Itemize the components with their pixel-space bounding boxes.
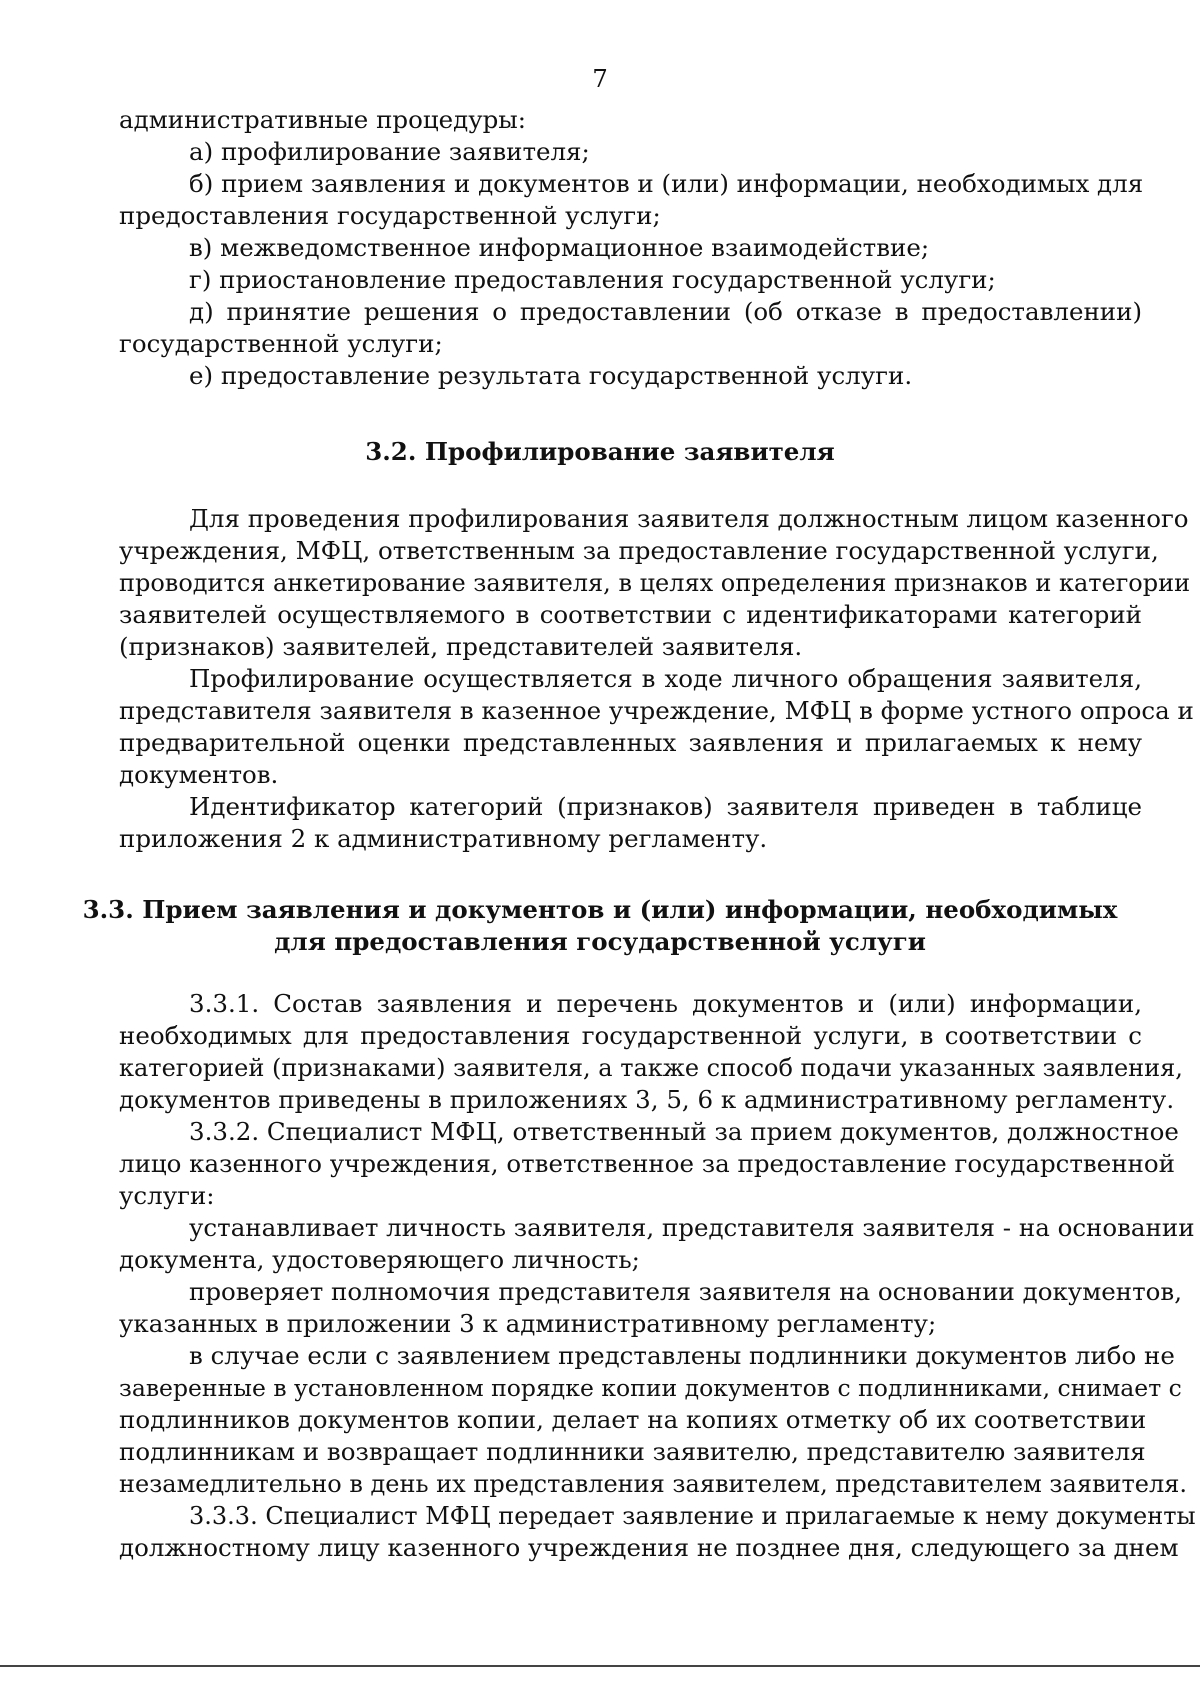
section-heading: 3.3. Прием заявления и документов и (или) информации, необходимых <box>82 895 1118 924</box>
paragraph-line: в случае если с заявлением представлены подлинники документов либо не <box>189 1341 1175 1370</box>
paragraph-line: незамедлительно в день их представления заявителем, представителем заявителя. <box>119 1470 1187 1498</box>
section-heading: 3.2. Профилирование заявителя <box>365 437 835 466</box>
section-heading: для предоставления государственной услуги <box>274 927 926 956</box>
text-line: государственной услуги; <box>119 329 443 358</box>
paragraph-line: представителя заявителя в казенное учреждение, МФЦ в форме устного опроса и <box>119 696 1194 725</box>
paragraph-line: категорией (признаками) заявителя, а также способ подачи указанных заявления, <box>119 1054 1183 1082</box>
paragraph-line: документов приведены в приложениях 3, 5, 6 к административному регламенту. <box>119 1085 1175 1114</box>
paragraph-line: указанных в приложении 3 к административному регламенту; <box>119 1309 937 1338</box>
paragraph-line: устанавливает личность заявителя, представителя заявителя - на основании <box>189 1213 1195 1242</box>
list-item: в) межведомственное информационное взаимодействие; <box>189 233 930 262</box>
page-number: 7 <box>592 64 608 93</box>
paragraph-line: Профилирование осуществляется в ходе личного обращения заявителя, <box>189 664 1142 693</box>
paragraph-line: Для проведения профилирования заявителя должностным лицом казенного <box>189 504 1189 533</box>
paragraph-line: подлинников документов копии, делает на копиях отметку об их соответствии <box>119 1405 1147 1434</box>
paragraph-line: приложения 2 к административному регламенту. <box>119 824 768 853</box>
paragraph-line: услуги: <box>119 1181 215 1210</box>
paragraph-line: 3.3.2. Специалист МФЦ, ответственный за прием документов, должностное <box>189 1117 1179 1146</box>
paragraph-line: необходимых для предоставления государственной услуги, в соответствии с <box>119 1021 1142 1050</box>
paragraph-line: проверяет полномочия представителя заявителя на основании документов, <box>189 1277 1182 1306</box>
list-item: е) предоставление результата государственной услуги. <box>189 361 913 390</box>
page-bottom-edge <box>0 1665 1200 1667</box>
list-item: г) приостановление предоставления государственной услуги; <box>189 265 996 294</box>
text-line: предоставления государственной услуги; <box>119 201 661 230</box>
paragraph-line: должностному лицу казенного учреждения не позднее дня, следующего за днем <box>119 1533 1179 1562</box>
paragraph-line: Идентификатор категорий (признаков) заявителя приведен в таблице <box>189 792 1142 821</box>
paragraph-line: заявителей осуществляемого в соответствии с идентификаторами категорий <box>119 600 1142 629</box>
paragraph-line: учреждения, МФЦ, ответственным за предоставление государственной услуги, <box>119 536 1159 565</box>
paragraph-line: предварительной оценки представленных заявления и прилагаемых к нему <box>119 728 1142 757</box>
paragraph-line: 3.3.3. Специалист МФЦ передает заявление и прилагаемые к нему документы <box>189 1502 1196 1530</box>
list-item: б) прием заявления и документов и (или) информации, необходимых для <box>189 169 1144 198</box>
list-item: д) принятие решения о предоставлении (об отказе в предоставлении) <box>189 297 1142 326</box>
paragraph-line: (признаков) заявителей, представителей заявителя. <box>119 632 803 661</box>
list-item: а) профилирование заявителя; <box>189 137 590 166</box>
text-line: административные процедуры: <box>119 105 527 134</box>
paragraph-line: лицо казенного учреждения, ответственное за предоставление государственной <box>119 1149 1175 1178</box>
paragraph-line: проводится анкетирование заявителя, в целях определения признаков и категории <box>119 569 1191 597</box>
paragraph-line: документа, удостоверяющего личность; <box>119 1245 640 1274</box>
paragraph-line: подлинникам и возвращает подлинники заявителю, представителю заявителя <box>119 1437 1146 1466</box>
paragraph-line: документов. <box>119 760 279 789</box>
paragraph-line: заверенные в установленном порядке копии документов с подлинниками, снимает с <box>119 1374 1182 1402</box>
paragraph-line: 3.3.1. Состав заявления и перечень документов и (или) информации, <box>189 989 1142 1018</box>
